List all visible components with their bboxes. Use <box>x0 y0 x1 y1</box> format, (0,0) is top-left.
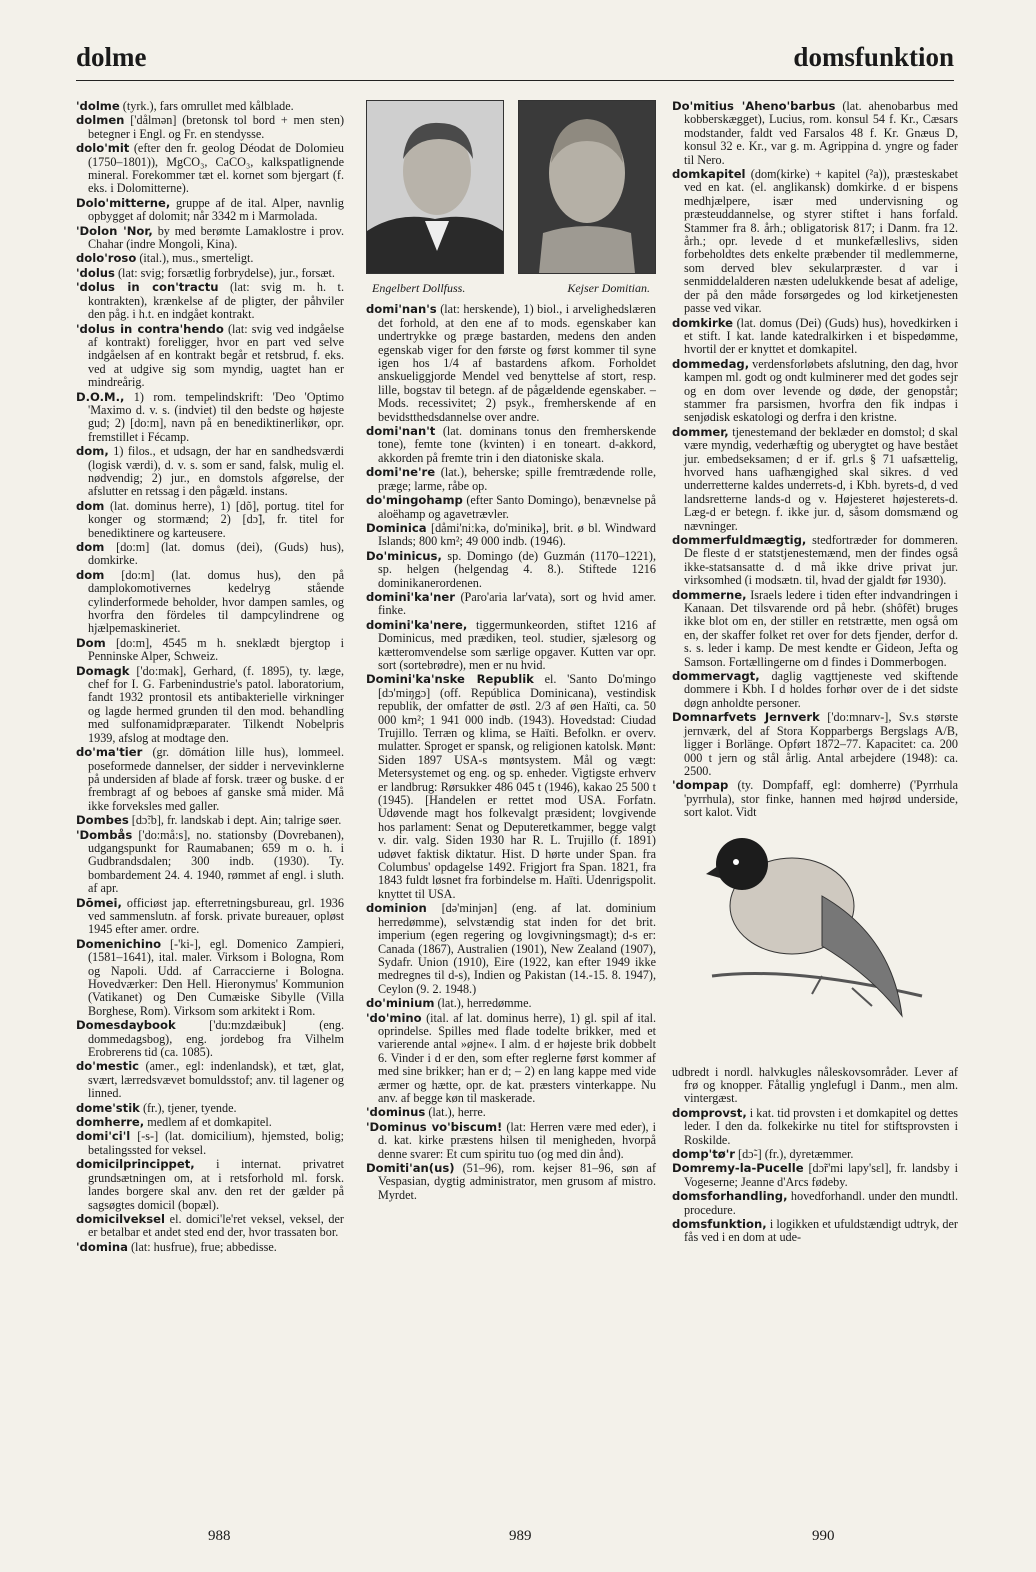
entry-headword: domini'ka'nere, <box>366 617 468 632</box>
entry-definition: (amer., egl: indenlandsk), et tæt, glat, svært, lærredsvævet bomuldsstof; anv. til lagener og linned. <box>88 1059 344 1101</box>
page-header <box>76 38 954 81</box>
entry-definition: (lat. domus (Dei) (Guds) hus), hovedkirken i et stift. I kat. lande katedralkirken i et bispedømme, hvortil der er knyttet et domkapitel. <box>684 315 958 357</box>
dictionary-entry <box>366 902 656 996</box>
column-2-entries <box>366 303 656 1202</box>
entry-headword: 'dolus in con'tractu <box>76 280 219 295</box>
dictionary-entry <box>76 100 344 113</box>
entry-definition: (lat: Herren være med eder), i d. kat. kirke præstens hilsen til menigheden, hvorpå denne svarer: Et cum spiritu tuo (og med din ånd). <box>378 1119 656 1161</box>
entry-definition: (lat: svig; forsætlig forbrydelse), jur., forsæt. <box>114 265 335 280</box>
entry-headword: do'minium <box>366 996 435 1011</box>
entry-headword: 'Dominus vo'biscum! <box>366 1119 503 1134</box>
entry-headword: 'domina <box>76 1239 128 1254</box>
entry-definition: [do:m] (lat. domus hus), den på damplokomotivernes kedelryg stående cylinderformede beholder, hvor dampen samles, og hvorfra den fördeles til dampcylindrene og hjælpemaskineriet. <box>88 567 344 636</box>
dictionary-entry <box>76 1130 344 1157</box>
entry-definition: el. 'Santo Do'mingo [dɔ'miŋgɔ] (off. República Dominicana), vestindisk republik, der omfatter de østl. 2/3 af øen Haïti, ca. 50 000 km²; 1 941 000 indb. (1943). Hovedstad: Ciudad Trujillo. Terræn og klima, se Haïti. Befolkn. er overv. mulatter. Sproget er spansk, og religionen katolsk. Mønt: Siden 1897 USA-s møntsystem. Mål og vægt: Metersystemet og eng. og sp. enheder. Vigtigste erhverv er landbrug: Rørsukker 486 045 t (1946), kakao 25 500 t (1945). [Handelen er rettet mod USA. Forfatn. Udøvende magt hos folkevalgt præsident; lovgivende hos parlament: Senat og Deputeretkammer, begge valgt v. dir. valg. Siden 1930 har R. L. Trujillo (f. 1891) udøvet faktisk diktatur. Hist. D hørte under Span. fra Columbus' opdagelse 1492. Frigjort fra Span. 1821, fra 1843 fuldt løsnet fra forbindelse m. Haïti. Udenrigspolit. knyttet til USA. <box>378 672 656 901</box>
entry-headword: Dom <box>76 635 106 650</box>
entry-definition: Israels ledere i tiden efter indvandringen i Kanaan. Det tilsvarende ord på hebr. (shôfēt) bruges ikke blot om en, der stiller en retstrætte, men også om en, der skaffer folket ret over for dets fjender, derfor d. s. s. leder i kamp. De mest kendte er Gideon, Jefta og Samson. Fortællingerne om d findes i Dommerbogen. <box>684 587 958 669</box>
entry-headword: domprovst, <box>672 1105 747 1120</box>
entry-definition: (lat.), herredømme. <box>434 996 532 1011</box>
entry-headword: dommedag, <box>672 356 750 371</box>
entry-definition: tjenestemand der beklæder en domstol; d skal være myndig, vederhæftig og uberygtet og have bestået jur. embedseksamen; d er if. grl.s § 71 uafsættelig, hvorved hans uafhængighed skal sikres. d ved underretterne kaldes underrets-d, i Kbh. byrets-d, d ved landsretterne lands-d og v. Højesteret højesterets-d. Læg-d er betegn. f. ikke jur. d, såsom domsmænd og nævninger. <box>684 424 958 533</box>
column-2 <box>366 100 656 1203</box>
dictionary-entry <box>366 1162 656 1202</box>
bullfinch-illustration <box>672 826 958 1062</box>
entry-definition: (lat: herskende), 1) biol., i arvelighedslæren det forhold, at den ene af to mods. egenskaber kan undertrykke og præge bastarden, medens den anden egenskab viger for den første og først kommer til syne igen hos 1/4 af bastardens afkom. Forholdet anskueliggjorde Mendel ved benyttelse af stort, resp. lille, bogstav til betegn. af de pågældende egenskaber. – Mods. recessivitet; 2) psyk., fremherskende af en bevidstthedsdannelse over andre. <box>378 302 656 424</box>
dictionary-entry <box>672 534 958 588</box>
entry-definition: gruppe af de ital. Alper, navnlig opbygget af dolomit; når 3342 m i Marmolada. <box>88 195 344 224</box>
entry-definition: udbredt i nordl. halvkugles nåleskovsområder. Lever af frø og knopper. Fåtallig ynglefugl i Danm., men alm. vintergæst. <box>672 1064 958 1106</box>
dictionary-entry <box>366 550 656 590</box>
entry-definition: [dɔ̃r'mi lapy'sɛl], fr. landsby i Vogeserne; Jeanne d'Arcs fødeby. <box>684 1161 958 1189</box>
entry-definition: 1) rom. tempelindskrift: 'Deo 'Optimo 'Maximo d. v. s. (indviet) til den bedste og højeste gud; 2) [do:m], navn på en benediktinerlikør, opr. fremstillet i Fécamp. <box>88 389 344 444</box>
column-3-entries-bottom <box>672 1066 958 1245</box>
entry-headword: Domagk <box>76 663 130 678</box>
entry-definition: (dom(kirke) + kapitel (²a)), præsteskabet ved en kat. (el. anglikansk) domkirke. d er bispens medhjælpere, især med undervisning og præsteuddannelse, og styrer stiftet i hans forfald. Stammer fra 8. årh.; obligatorisk 817; i Danm. fra 12. årh.; opr. levede d et munkefælleslivs, siden forbeholdtes dets enkelte præbender til medlemmerne, som derved blev sekularpræster. d var i senmiddelalderen næsten udelukkende besat af adelige, der på den måde forsørgedes og lod kirketjenesten passe ved vikar. <box>684 167 958 316</box>
entry-headword: Domiti'an(us) <box>366 1161 455 1175</box>
dictionary-entry <box>76 225 344 252</box>
dictionary-entry <box>672 1107 958 1147</box>
entry-definition: [do:m], 4545 m h. sneklædt bjergtop i Penninske Alper, Schweiz. <box>88 635 344 664</box>
entry-headword: dolmen <box>76 113 125 128</box>
dictionary-entry <box>366 425 656 465</box>
entry-definition: (ital.), mus., smerteligt. <box>136 251 254 266</box>
entry-headword: dom, <box>76 444 109 459</box>
entry-headword: 'do'mino <box>366 1010 422 1025</box>
dictionary-entry <box>76 1213 344 1240</box>
entry-definition: ['do:mnarv-], Sv.s største jernværk, del af Stora Kopparbergs Bergslags A/B, ligger i Borlänge. Opført 1872–77. Kapacitet: ca. 200 000 t jern og stål årlig. Antal arbejdere (1948): ca. 2500. <box>684 710 958 778</box>
right-guide-word: domsfunktion <box>793 42 954 72</box>
entry-headword: domicilveksel <box>76 1211 166 1226</box>
entry-headword: dolo'mit <box>76 141 130 156</box>
dictionary-entry <box>366 1012 656 1106</box>
dictionary-entry <box>76 829 344 896</box>
entry-definition: (lat. dominus herre), 1) [dõ], portug. titel for konger og stormænd; 2) [dɔ̃], fr. titel for benediktinere og karteusere. <box>88 498 344 540</box>
entry-headword: dom <box>76 498 105 513</box>
dictionary-entry <box>76 665 344 745</box>
dictionary-entry <box>76 500 344 540</box>
entry-headword: domkapitel <box>672 167 746 182</box>
dictionary-entry <box>672 426 958 533</box>
dictionary-entry <box>76 746 344 813</box>
dictionary-entry <box>76 1158 344 1212</box>
page-number-middle: 989 <box>509 1528 532 1544</box>
entry-definition: (lat: husfrue), frue; abbedisse. <box>127 1239 277 1254</box>
entry-definition: by med berømte Lamaklostre i prov. Chahar (indre Mongoli, Kina). <box>88 223 344 252</box>
dictionary-entry <box>76 1241 344 1254</box>
entry-headword: domp'tø'r <box>672 1146 735 1161</box>
dictionary-entry <box>76 323 344 390</box>
dictionary-entry <box>366 673 656 901</box>
dictionary-entry <box>76 569 344 636</box>
entry-definition: hovedforhandl. under den mundtl. procedure. <box>684 1189 958 1217</box>
entry-definition: tiggermunkeorden, stiftet 1216 af Dominicus, med prædiken, teol. studier, sjælesorg og kætteromvendelse som særlige opgaver. Kutten var opr. sort (sortebrødre), men er nu hvid. <box>378 617 656 672</box>
entry-definition: 1) filos., et udsagn, der har en sandhedsværdi (logisk værdi), d. v. s. som er sand, falsk, mulig el. nødvendig; 2) jur., en domstols afgørelse, der afslutter en retssag i den pågæld. instans. <box>88 444 344 499</box>
entry-definition: ['do:må:s], no. stationsby (Dovrebanen), udgangspunkt for Raumabanen; 659 m o. h. i Gudbrandsdalen; 300 indb. (1930). Ty. bombardement 24. 4. 1940, rømmet af engl. i sluth. af apr. <box>88 827 344 896</box>
entry-definition: medlem af et domkapitel. <box>144 1115 272 1130</box>
entry-headword: Domenichino <box>76 936 162 951</box>
entry-headword: 'dolus in contra'hendo <box>76 321 224 336</box>
bust-domitian <box>518 100 656 274</box>
dictionary-entry <box>672 358 958 425</box>
dictionary-entry <box>672 100 958 167</box>
photo-captions <box>366 282 656 295</box>
dictionary-entry <box>672 1162 958 1189</box>
entry-definition: i logikken et ufuldstændigt udtryk, der fås ved i en dom at ude- <box>684 1217 958 1245</box>
entry-headword: dolo'roso <box>76 251 137 266</box>
entry-definition: [dɔ̃:b], fr. landskab i dept. Ain; talrige søer. <box>128 813 342 828</box>
entry-headword: D.O.M., <box>76 389 125 404</box>
dictionary-entry <box>672 779 958 819</box>
entry-headword: domicilprincippet, <box>76 1157 195 1172</box>
dictionary-entry <box>76 541 344 568</box>
entry-definition: (lat: svig m. h. t. kontrakten), krænkelse af de pligter, der påhviler den påg. i h.t. en indgået kontrakt. <box>88 280 344 322</box>
entry-definition: [-'ki-], egl. Domenico Zampieri, (1581–1641), ital. maler. Virksom i Bologna, Rom og Napoli. Udd. af Carraccierne i Bologna. Hovedværker: Den Hell. Hieronymus' Kommunion (Vatikanet) og Den Cumæiske Sibylle (Villa Borghese, Rom). Virksom som arkitekt i Rom. <box>88 936 344 1018</box>
entry-definition: [dåmi'ni:kə, do'minikə], brit. ø bl. Windward Islands; 800 km²; 49 000 indb. (1946). <box>378 520 656 549</box>
dictionary-entry <box>366 1121 656 1161</box>
entry-definition: ['dålmən] (bretonsk tol bord + men sten) betegner i Engl. og Fr. en stendysse. <box>88 113 344 141</box>
column-1 <box>76 100 344 1255</box>
dictionary-entry <box>672 317 958 357</box>
column-3-entries-top <box>672 100 958 820</box>
entry-definition: (ty. Dompfaff, egl: domherre) ('Pyrrhula 'pyrrhula), stor finke, hannen med højrød underside, sort kalot. Vidt <box>684 778 958 820</box>
entry-headword: dommerne, <box>672 587 747 602</box>
dictionary-entry <box>76 1116 344 1129</box>
entry-headword: do'mestic <box>76 1059 140 1074</box>
entry-headword: Dolo'mitterne, <box>76 195 171 210</box>
entry-headword: 'dominus <box>366 1105 426 1120</box>
entry-headword: dom <box>76 567 105 582</box>
dictionary-entry <box>366 303 656 424</box>
entry-definition: (efter Santo Domingo), benævnelse på aloëhamp og agavetrævler. <box>378 493 656 521</box>
entry-definition: officiøst jap. efterretningsbureau, grl. 1936 ved sammenslutn. af forsk. private bureauer, opløst 1945 efter amer. ordre. <box>88 895 344 937</box>
entry-definition: (51–96), rom. kejser 81–96, søn af Vespasian, dygtig administrator, men grusom af mistro. Myrdet. <box>378 1161 656 1202</box>
dictionary-entry <box>672 589 958 669</box>
entry-headword: domsforhandling, <box>672 1189 788 1204</box>
entry-headword: do'ma'tier <box>76 745 143 760</box>
entry-definition: [-s-] (lat. domicilium), hjemsted, bolig; betalingssted for veksel. <box>88 1129 344 1157</box>
entry-headword: Domnarfvets Jernverk <box>672 710 820 725</box>
dictionary-entry <box>76 267 344 280</box>
entry-headword: dommer, <box>672 424 729 439</box>
entry-headword: 'dolus <box>76 265 115 280</box>
dictionary-entry <box>672 670 958 710</box>
column-3 <box>672 100 958 1246</box>
entry-headword: 'dolme <box>76 99 120 113</box>
photo-row <box>366 100 656 276</box>
portrait-dollfuss <box>366 100 504 274</box>
dictionary-entry <box>366 522 656 549</box>
entry-definition: [də'minjən] (eng. af lat. dominium herredømme), selvstændig stat inden for det brit. imperium (egen regering og lovgivningsmagt); d-s er: Canada (1867), Australien (1901), New Zealand (1907), Sydafr. Union (1910), Eire (1922, kan efter 1949 ikke medregnes til d-s), Indien og Pakistan (14.-15. 8. 1947), Ceylon (9. 2. 1948.) <box>378 901 656 996</box>
entry-definition: i internat. privatret grundsætningen om, at i retsforhold ml. forsk. landes borgere skal anv. den ret der gælder på sagsøgtes domicil (bopæl). <box>88 1157 344 1212</box>
dictionary-entry <box>672 711 958 778</box>
dictionary-entry <box>672 1190 958 1217</box>
entry-headword: dome'stik <box>76 1100 140 1115</box>
entry-headword: domkirke <box>672 315 734 330</box>
dictionary-entry <box>672 1148 958 1161</box>
page-number-right: 990 <box>812 1528 835 1544</box>
dictionary-entry <box>76 197 344 224</box>
entry-headword: Domesdaybook <box>76 1018 176 1033</box>
entry-definition: [dɔ̃-] (fr.), dyretæmmer. <box>734 1146 854 1161</box>
dictionary-entry <box>672 168 958 315</box>
dictionary-entry <box>672 1218 958 1245</box>
dictionary-entry <box>76 897 344 937</box>
entry-headword: Dombes <box>76 813 129 828</box>
entry-headword: do'mingohamp <box>366 493 463 508</box>
entry-definition: (lat.), herre. <box>425 1105 486 1120</box>
page-number-left: 988 <box>208 1528 231 1544</box>
entry-headword: dommerfuldmægtig, <box>672 533 807 547</box>
entry-headword: Dominica <box>366 520 427 535</box>
dictionary-entry <box>366 1106 656 1119</box>
left-guide-word: dolme <box>76 42 147 72</box>
dictionary-entry <box>76 637 344 664</box>
entry-headword: 'Dolon 'Nor, <box>76 223 153 238</box>
entry-definition: (Paro'aria lar'vata), sort og hvid amer. finke. <box>378 589 656 618</box>
caption-dollfuss: Engelbert Dollfuss. <box>372 281 466 295</box>
entry-headword: domsfunktion, <box>672 1217 767 1231</box>
entry-definition: (tyrk.), fars omrullet med kålblade. <box>119 99 294 113</box>
entry-headword: domi'nan't <box>366 424 436 439</box>
dictionary-entry <box>76 252 344 265</box>
entry-definition: el. domici'le'ret veksel, veksel, der er betalbar et andet sted end der, hvor trassaten bor. <box>88 1211 344 1240</box>
dictionary-entry <box>366 591 656 618</box>
entry-definition: (gr. dōmátion lille hus), lommeel. poseformede dannelser, der sidder i nervevinklerne på undersiden af blade af forsk. træer og buske. d er frembragt af og beboes af ganske små mider. Må ikke forveksles med galler. <box>88 745 344 813</box>
entry-definition: (lat. dominans tonus den fremherskende tone), femte tone (kvinten) i en toneart. d-akkord, akkorden på fremte trin i den diatoniske skala. <box>378 424 656 465</box>
dictionary-entry <box>366 619 656 673</box>
entry-definition: (lat: svig ved indgåelse af kontrakt) foreligger, hvor en part ved selve indgåelsen af en kontrakt begår et retsbrud, f. eks. ved at udgive sig som myndig, uagtet han er mindreårig. <box>88 321 344 390</box>
entry-definition: [do:m] (lat. domus (dei), (Guds) hus), domkirke. <box>88 540 344 568</box>
entry-definition: ['do:mak], Gerhard, (f. 1895), ty. læge, chef for I. G. Farbenindustrie's patol. laboratorium, fandt 1932 prontosil ets antibakterielle virkninger og lagde hermed grunden til den mod. behandling med sulfonamidpræparater. Tilkendt Nobelpris 1939, afslog at modtage den. <box>88 663 344 745</box>
dictionary-entry <box>76 445 344 499</box>
entry-headword: domi'ci'l <box>76 1129 131 1144</box>
entry-headword: domi'nan's <box>366 302 437 317</box>
entry-headword: 'Dombås <box>76 827 133 842</box>
dictionary-entry <box>76 814 344 827</box>
entry-headword: 'dompap <box>672 778 729 793</box>
dictionary-entry <box>76 391 344 445</box>
dictionary-entry <box>76 114 344 141</box>
entry-headword: domherre, <box>76 1115 145 1130</box>
dictionary-entry <box>76 1102 344 1115</box>
entry-headword: dommervagt, <box>672 669 760 684</box>
dictionary-entry <box>76 142 344 196</box>
entry-headword: Do'minicus, <box>366 548 442 563</box>
entry-headword: Domini'ka'nske Republik <box>366 672 534 687</box>
entry-definition: stedfortræder for dommeren. De fleste d er statstjenestemænd, men der findes også ikke-statsansatte d. d må ikke drive privat jur. virksomhed (i modsætn. til, hvad der gjaldt før 1930). <box>684 533 958 588</box>
dictionary-entry <box>76 938 344 1018</box>
caption-domitian: Kejser Domitian. <box>567 281 650 295</box>
entry-definition: i kat. tid provsten i et domkapitel og dettes leder. I den da. folkekirke nu titel for stiftsprovsten i Roskilde. <box>684 1105 958 1147</box>
entry-headword: Dōmei, <box>76 895 122 910</box>
dictionary-entry <box>672 1066 958 1106</box>
entry-definition: (efter den fr. geolog Déodat de Dolomieu (1750–1801)), MgCO₃, CaCO₃, kalkspatlignende mineral. Forekommer tæt el. kornet som bjergart (f. eks. i Dolomitterne). <box>88 141 344 196</box>
entry-headword: Do'mitius 'Aheno'barbus <box>672 99 836 113</box>
entry-definition: (fr.), tjener, tyende. <box>139 1100 237 1115</box>
entry-headword: domini'ka'ner <box>366 589 456 604</box>
dictionary-entry <box>76 1060 344 1100</box>
entry-definition: (lat. ahenobarbus med kobberskægget), Lucius, rom. konsul 54 f. Kr., Cæsars modstander, faldt ved Farsalos 48 f. Kr. Gnæus D, konsul 32 e. Kr., var g. m. Agrippina d. yngre og fader til Nero. <box>684 99 958 167</box>
entry-definition: ['du:mzdæibuk] (eng. dommedagsbog), eng. jordebog fra Vilhelm Erobrerens tid (ca. 1085). <box>88 1018 344 1060</box>
dictionary-entry <box>366 494 656 521</box>
entry-definition: (lat.), beherske; spille fremtrædende rolle, præge; larme, råbe op. <box>378 465 656 493</box>
dictionary-entry <box>366 997 656 1010</box>
entry-definition: sp. Domingo (de) Guzmán (1170–1221), sp. helgen (helgendag 4. 8.). Stiftede 1216 dominikanerordenen. <box>378 548 656 590</box>
entry-headword: domi'ne're <box>366 465 436 480</box>
dictionary-entry <box>76 1019 344 1059</box>
dictionary-entry <box>76 281 344 321</box>
entry-definition: verdensforløbets afslutning, den dag, hvor kampen ml. godt og ondt kulminerer med det godes sejr og en dom over levende og døde, der genopstår; stammer fra parsismen, hvorfra den fik indpas i senjødisk eskatologi og derfra i den kristne. <box>684 356 958 425</box>
entry-definition: (ital. af lat. dominus herre), 1) gl. spil af ital. oprindelse. Spilles med flade todelte brikker, med et varierende antal »øjne«. I alm. d er højeste brik dobbelt 6. Vinder i d er den, som efter reglerne først kommer af med sine brikker; han er d; – 2) en lang kappe med vide ærmer og hætte, opr. de kat. præsters vinterkappe. Nu anv. af begge køn til maskerade. <box>378 1010 656 1105</box>
entry-headword: dom <box>76 540 105 554</box>
entry-headword: Domremy-la-Pucelle <box>672 1161 804 1176</box>
entry-headword: dominion <box>366 901 427 916</box>
entry-definition: daglig vagttjeneste ved skiftende dommere i Kbh. I d holdes forhør over de i det sidste døgn anholdte personer. <box>684 669 958 710</box>
dictionary-entry <box>366 466 656 493</box>
